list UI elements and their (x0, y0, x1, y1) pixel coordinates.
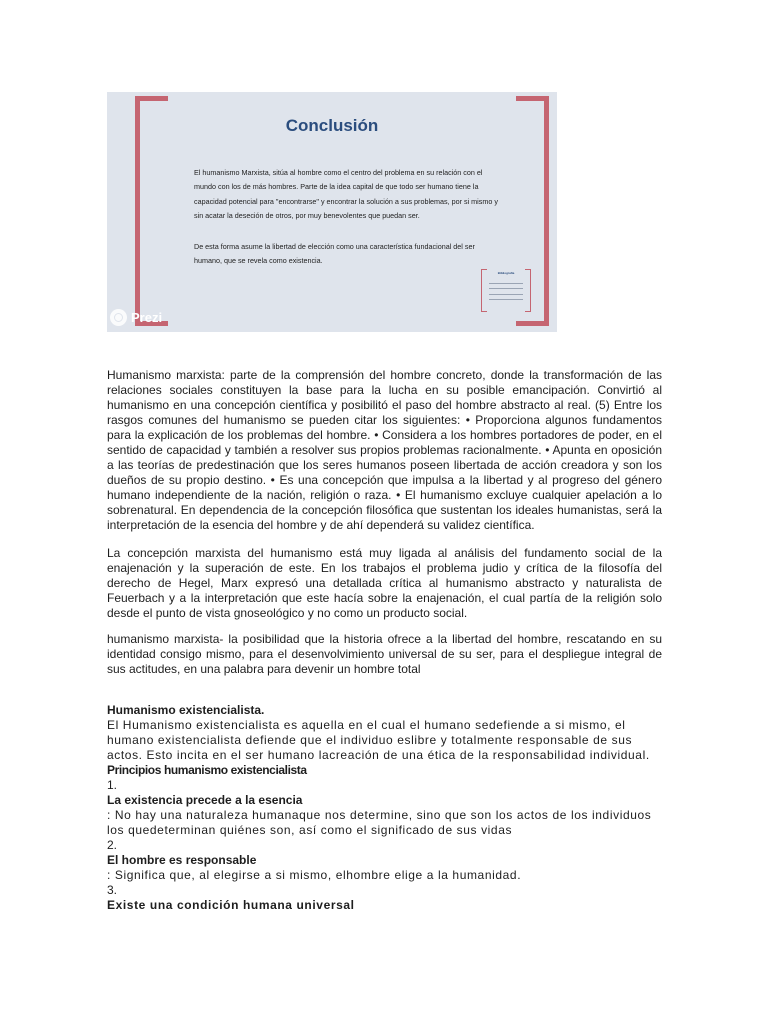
prezi-logo-icon (110, 309, 127, 326)
principle-1-text: : No hay una naturaleza humanaque nos determine, sino que son los actos de los individuos los quedeterminan quiénes son, así como el significado de sus vidas (107, 808, 652, 837)
prezi-slide-image (107, 92, 557, 332)
paragraph-definicion-marxista: humanismo marxista- la posibilidad que la historia ofrece a la libertad del hombre, rescatando en su identidad consigo mismo, para el desenvolvimiento universal de su ser, para el despliegue integral de sus actitudes, en una palabra para devenir un hombre total (107, 632, 662, 676)
section-intro: El Humanismo existencialista es aquella en el cual el humano sedefiende a si mismo, el humano existencialista defiende que el individuo eslibre y totalmente responsable de sus actos. Esto incita en el ser humano lacreación de una ética de la responsabilidad individual. (107, 718, 650, 762)
section-humanismo-existencialista (107, 703, 662, 913)
principle-1-title: La existencia precede a la esencia (107, 793, 303, 807)
prezi-logo-text: Prezi (131, 310, 163, 325)
paragraph-humanismo-marxista: Humanismo marxista: parte de la comprensión del hombre concreto, donde la transformación de las relaciones sociales constituyen la base para la lucha en su posible emancipación. Convirtió al humanismo en una concepción científica y posibilitó el paso del hombre abstracto al real. (5) Entre los rasgos comunes del humanismo se pueden citar los siguientes: • Proporciona algunos fundamentos para la explicación de los problemas del hombre. • Considera a los hombres portadores de poder, en el sentido de capacidad y también a resolver sus propios problemas racionalmente. • Apunta en oposición a las teorías de predestinación que los seres humanos poseen libertada de acción creadora y son los dueños de su propio destino. • Es una concepción que impulsa a la libertad y al progreso del género humano independiente de la nación, religión o raza. • El humanismo excluye cualquier apelación a lo sobrenatural. En dependencia de la concepción filosófica que sustentan los ideales humanistas, será la interpretación de la esencia del hombre y de ahí dependerá su validez científica. (107, 368, 662, 532)
principle-2-text: : Significa que, al elegirse a si mismo, elhombre elige a la humanidad. (107, 868, 522, 882)
principle-3-number: 3. (107, 883, 118, 897)
slide-paragraph-1: El humanismo Marxista, sitúa al hombre como el centro del problema en su relación con el mundo con los de más hombres. Parte de la idea capital de que todo ser humano tiene la capacidad potencial para "encontrarse" y encontrar la solución a sus problemas, por si mismo y sin acatar la deseción de otros, por muy benevolentes que puedan ser. (194, 168, 498, 221)
principle-2-title: El hombre es responsable (107, 853, 257, 867)
bibliography-box (481, 269, 531, 312)
slide-paragraph-2: De esta forma asume la libertad de elección como una característica fundacional del ser humano, que se revela como existencia. (194, 242, 475, 266)
principle-2-number: 2. (107, 838, 118, 852)
section-heading: Humanismo existencialista. (107, 703, 265, 717)
bibliography-title: Bibliografía (497, 271, 515, 275)
principle-1-number: 1. (107, 778, 118, 792)
slide-title: Conclusión (285, 116, 379, 135)
paragraph-concepcion-marxista: La concepción marxista del humanismo está muy ligada al análisis del fundamento social de la enajenación y la superación de este. En los trabajos el problema judio y crítica de la filosofía del derecho de Hegel, Marx expresó una detallada crítica al humanismo abstracto y naturalista de Feuerbach y a la interpretación que este hacía sobre la enajenación, el cual partía de la religión solo desde el punto de vista gnoseológico y no como un producto social. (107, 546, 662, 620)
prezi-logo (110, 309, 162, 326)
principle-3-title: Existe una condición humana universal (107, 898, 355, 912)
principles-heading: Principios humanismo existencialista (107, 763, 307, 777)
